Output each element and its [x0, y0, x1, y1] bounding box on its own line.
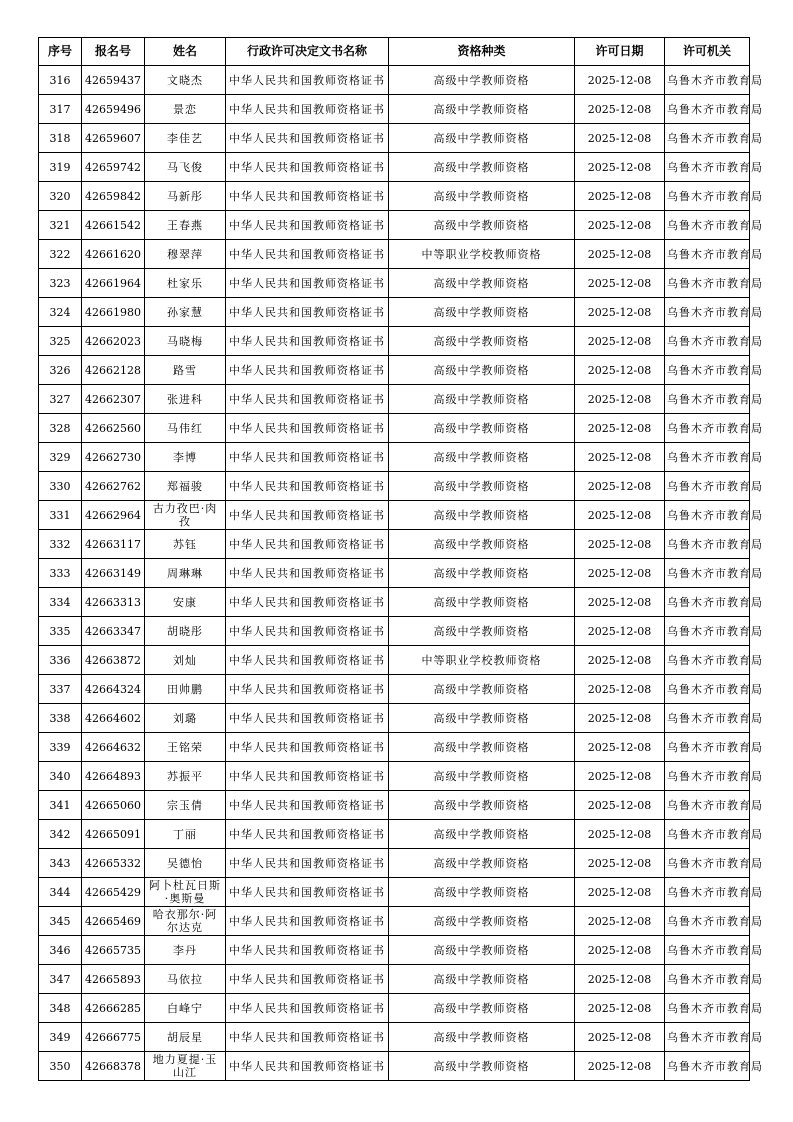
cell-reg-no: 42665469: [82, 907, 145, 936]
cell-name: 马伟红: [145, 414, 226, 443]
table-row: [39, 211, 750, 240]
cell-date: 2025-12-08: [575, 1052, 665, 1081]
cell-seq: 328: [39, 414, 82, 443]
cell-doc-title: 中华人民共和国教师资格证书: [226, 762, 389, 791]
cell-name: 阿卜杜瓦日斯·奥斯曼: [145, 878, 226, 907]
cell-qualification: 高级中学教师资格: [389, 472, 575, 501]
cell-date: 2025-12-08: [575, 965, 665, 994]
table-row: [39, 153, 750, 182]
cell-name: 张进科: [145, 385, 226, 414]
cell-seq: 349: [39, 1023, 82, 1052]
cell-reg-no: 42663117: [82, 530, 145, 559]
table-body: [39, 66, 763, 1081]
cell-qualification: 高级中学教师资格: [389, 124, 575, 153]
cell-name: 胡晓彤: [145, 617, 226, 646]
cell-date: 2025-12-08: [575, 588, 665, 617]
cell-date: 2025-12-08: [575, 269, 665, 298]
cell-authority: 乌鲁木齐市教育局: [665, 95, 750, 124]
table-row: [39, 907, 750, 936]
cell-date: 2025-12-08: [575, 501, 665, 530]
cell-seq: 347: [39, 965, 82, 994]
cell-qualification: 高级中学教师资格: [389, 1052, 575, 1081]
cell-date: 2025-12-08: [575, 240, 665, 269]
table-row: [39, 414, 750, 443]
cell-doc-title: 中华人民共和国教师资格证书: [226, 1023, 389, 1052]
cell-reg-no: 42662730: [82, 443, 145, 472]
cell-name: 地力夏提·玉山江: [145, 1052, 226, 1081]
cell-seq: 330: [39, 472, 82, 501]
cell-reg-no: 42661980: [82, 298, 145, 327]
cell-seq: 327: [39, 385, 82, 414]
cell-seq: 340: [39, 762, 82, 791]
table-row: [39, 327, 750, 356]
cell-name: 穆翠萍: [145, 240, 226, 269]
cell-date: 2025-12-08: [575, 762, 665, 791]
cell-doc-title: 中华人民共和国教师资格证书: [226, 965, 389, 994]
table-row: [39, 443, 750, 472]
table-row: [39, 617, 750, 646]
cell-seq: 317: [39, 95, 82, 124]
cell-seq: 342: [39, 820, 82, 849]
cell-name: 刘璐: [145, 704, 226, 733]
cell-reg-no: 42662307: [82, 385, 145, 414]
cell-authority: 乌鲁木齐市教育局: [665, 414, 750, 443]
cell-seq: 331: [39, 501, 82, 530]
cell-seq: 318: [39, 124, 82, 153]
cell-doc-title: 中华人民共和国教师资格证书: [226, 559, 389, 588]
cell-seq: 325: [39, 327, 82, 356]
cell-doc-title: 中华人民共和国教师资格证书: [226, 820, 389, 849]
table-row: [39, 588, 750, 617]
cell-qualification: 高级中学教师资格: [389, 965, 575, 994]
cell-reg-no: 42663872: [82, 646, 145, 675]
cell-reg-no: 42661620: [82, 240, 145, 269]
header-row: [39, 38, 750, 66]
cell-qualification: 高级中学教师资格: [389, 878, 575, 907]
cell-qualification: 高级中学教师资格: [389, 617, 575, 646]
cell-qualification: 高级中学教师资格: [389, 530, 575, 559]
cell-name: 马飞俊: [145, 153, 226, 182]
cell-reg-no: 42661542: [82, 211, 145, 240]
cell-reg-no: 42661964: [82, 269, 145, 298]
cell-doc-title: 中华人民共和国教师资格证书: [226, 211, 389, 240]
cell-qualification: 高级中学教师资格: [389, 675, 575, 704]
table-row: [39, 704, 750, 733]
cell-seq: 345: [39, 907, 82, 936]
cell-name: 刘灿: [145, 646, 226, 675]
cell-date: 2025-12-08: [575, 211, 665, 240]
cell-date: 2025-12-08: [575, 385, 665, 414]
cell-reg-no: 42666775: [82, 1023, 145, 1052]
cell-name: 田帅鹏: [145, 675, 226, 704]
cell-reg-no: 42665060: [82, 791, 145, 820]
cell-reg-no: 42665332: [82, 849, 145, 878]
cell-seq: 341: [39, 791, 82, 820]
cell-seq: 344: [39, 878, 82, 907]
cell-reg-no: 42659496: [82, 95, 145, 124]
cell-name: 吴德怡: [145, 849, 226, 878]
table-row: [39, 559, 750, 588]
table-row: [39, 675, 750, 704]
cell-doc-title: 中华人民共和国教师资格证书: [226, 791, 389, 820]
cell-reg-no: 42659742: [82, 153, 145, 182]
cell-qualification: 高级中学教师资格: [389, 704, 575, 733]
table-row: [39, 182, 750, 211]
cell-date: 2025-12-08: [575, 791, 665, 820]
cell-name: 苏振平: [145, 762, 226, 791]
cell-doc-title: 中华人民共和国教师资格证书: [226, 878, 389, 907]
cell-doc-title: 中华人民共和国教师资格证书: [226, 588, 389, 617]
table-row: [39, 878, 750, 907]
cell-name: 李丹: [145, 936, 226, 965]
cell-reg-no: 42663313: [82, 588, 145, 617]
cell-doc-title: 中华人民共和国教师资格证书: [226, 907, 389, 936]
cell-qualification: 高级中学教师资格: [389, 298, 575, 327]
table-row: [39, 1052, 750, 1081]
cell-date: 2025-12-08: [575, 124, 665, 153]
cell-qualification: 高级中学教师资格: [389, 994, 575, 1023]
cell-authority: 乌鲁木齐市教育局: [665, 994, 750, 1023]
cell-doc-title: 中华人民共和国教师资格证书: [226, 414, 389, 443]
table-header: [39, 38, 750, 66]
cell-reg-no: 42664893: [82, 762, 145, 791]
cell-name: 马依拉: [145, 965, 226, 994]
cell-name: 王春燕: [145, 211, 226, 240]
cell-seq: 332: [39, 530, 82, 559]
cell-name: 丁丽: [145, 820, 226, 849]
cell-date: 2025-12-08: [575, 414, 665, 443]
table-row: [39, 240, 750, 269]
table-row: [39, 472, 750, 501]
cell-reg-no: 42663149: [82, 559, 145, 588]
cell-qualification: 高级中学教师资格: [389, 849, 575, 878]
cell-qualification: 高级中学教师资格: [389, 733, 575, 762]
cell-reg-no: 42659437: [82, 66, 145, 95]
cell-doc-title: 中华人民共和国教师资格证书: [226, 385, 389, 414]
table-row: [39, 298, 750, 327]
cell-doc-title: 中华人民共和国教师资格证书: [226, 646, 389, 675]
cell-name: 李博: [145, 443, 226, 472]
cell-seq: 338: [39, 704, 82, 733]
cell-name: 马新彤: [145, 182, 226, 211]
cell-doc-title: 中华人民共和国教师资格证书: [226, 269, 389, 298]
cell-qualification: 高级中学教师资格: [389, 211, 575, 240]
cell-seq: 324: [39, 298, 82, 327]
cell-authority: 乌鲁木齐市教育局: [665, 849, 750, 878]
cell-name: 周琳琳: [145, 559, 226, 588]
cell-authority: 乌鲁木齐市教育局: [665, 327, 750, 356]
header-doc-title: 行政许可决定文书名称: [226, 38, 389, 66]
cell-doc-title: 中华人民共和国教师资格证书: [226, 356, 389, 385]
table-row: [39, 646, 750, 675]
cell-seq: 326: [39, 356, 82, 385]
cell-authority: 乌鲁木齐市教育局: [665, 385, 750, 414]
cell-reg-no: 42662128: [82, 356, 145, 385]
cell-reg-no: 42666285: [82, 994, 145, 1023]
cell-authority: 乌鲁木齐市教育局: [665, 965, 750, 994]
cell-doc-title: 中华人民共和国教师资格证书: [226, 153, 389, 182]
cell-authority: 乌鲁木齐市教育局: [665, 298, 750, 327]
cell-authority: 乌鲁木齐市教育局: [665, 501, 750, 530]
cell-name: 路雪: [145, 356, 226, 385]
cell-seq: 339: [39, 733, 82, 762]
cell-qualification: 高级中学教师资格: [389, 907, 575, 936]
cell-qualification: 高级中学教师资格: [389, 66, 575, 95]
cell-seq: 335: [39, 617, 82, 646]
table-row: [39, 965, 750, 994]
cell-name: 文晓杰: [145, 66, 226, 95]
table-row: [39, 936, 750, 965]
cell-authority: 乌鲁木齐市教育局: [665, 588, 750, 617]
header-reg-no: 报名号: [82, 38, 145, 66]
cell-qualification: 高级中学教师资格: [389, 820, 575, 849]
cell-authority: 乌鲁木齐市教育局: [665, 153, 750, 182]
cell-name: 苏钰: [145, 530, 226, 559]
cell-seq: 336: [39, 646, 82, 675]
header-seq: 序号: [39, 38, 82, 66]
cell-name: 郑福骏: [145, 472, 226, 501]
cell-date: 2025-12-08: [575, 153, 665, 182]
cell-seq: 321: [39, 211, 82, 240]
cell-doc-title: 中华人民共和国教师资格证书: [226, 124, 389, 153]
cell-date: 2025-12-08: [575, 298, 665, 327]
cell-qualification: 高级中学教师资格: [389, 182, 575, 211]
cell-name: 白峰宁: [145, 994, 226, 1023]
cell-date: 2025-12-08: [575, 704, 665, 733]
cell-doc-title: 中华人民共和国教师资格证书: [226, 530, 389, 559]
cell-name: 马晓梅: [145, 327, 226, 356]
cell-seq: 319: [39, 153, 82, 182]
table-row: [39, 124, 750, 153]
cell-doc-title: 中华人民共和国教师资格证书: [226, 95, 389, 124]
cell-reg-no: 42665735: [82, 936, 145, 965]
cell-reg-no: 42659842: [82, 182, 145, 211]
table-row: [39, 95, 750, 124]
cell-authority: 乌鲁木齐市教育局: [665, 1023, 750, 1052]
table-row: [39, 820, 750, 849]
cell-doc-title: 中华人民共和国教师资格证书: [226, 327, 389, 356]
cell-date: 2025-12-08: [575, 356, 665, 385]
cell-qualification: 高级中学教师资格: [389, 791, 575, 820]
cell-date: 2025-12-08: [575, 182, 665, 211]
cell-date: 2025-12-08: [575, 66, 665, 95]
cell-doc-title: 中华人民共和国教师资格证书: [226, 704, 389, 733]
cell-reg-no: 42664632: [82, 733, 145, 762]
table-row: [39, 791, 750, 820]
cell-date: 2025-12-08: [575, 646, 665, 675]
cell-reg-no: 42662560: [82, 414, 145, 443]
header-date: 许可日期: [575, 38, 665, 66]
table-row: [39, 1023, 750, 1052]
cell-qualification: 中等职业学校教师资格: [389, 646, 575, 675]
cell-seq: 316: [39, 66, 82, 95]
cell-seq: 329: [39, 443, 82, 472]
cell-seq: 348: [39, 994, 82, 1023]
cell-reg-no: 42662964: [82, 501, 145, 530]
cell-date: 2025-12-08: [575, 559, 665, 588]
cell-date: 2025-12-08: [575, 472, 665, 501]
cell-qualification: 高级中学教师资格: [389, 762, 575, 791]
cell-doc-title: 中华人民共和国教师资格证书: [226, 298, 389, 327]
cell-qualification: 高级中学教师资格: [389, 501, 575, 530]
cell-authority: 乌鲁木齐市教育局: [665, 1052, 750, 1081]
cell-doc-title: 中华人民共和国教师资格证书: [226, 66, 389, 95]
cell-qualification: 高级中学教师资格: [389, 443, 575, 472]
cell-doc-title: 中华人民共和国教师资格证书: [226, 675, 389, 704]
cell-qualification: 高级中学教师资格: [389, 327, 575, 356]
cell-name: 宗玉倩: [145, 791, 226, 820]
table-row: [39, 530, 750, 559]
cell-doc-title: 中华人民共和国教师资格证书: [226, 1052, 389, 1081]
cell-doc-title: 中华人民共和国教师资格证书: [226, 617, 389, 646]
cell-qualification: 中等职业学校教师资格: [389, 240, 575, 269]
cell-authority: 乌鲁木齐市教育局: [665, 704, 750, 733]
cell-authority: 乌鲁木齐市教育局: [665, 443, 750, 472]
cell-qualification: 高级中学教师资格: [389, 1023, 575, 1052]
cell-reg-no: 42663347: [82, 617, 145, 646]
cell-doc-title: 中华人民共和国教师资格证书: [226, 443, 389, 472]
cell-date: 2025-12-08: [575, 733, 665, 762]
cell-date: 2025-12-08: [575, 617, 665, 646]
cell-qualification: 高级中学教师资格: [389, 588, 575, 617]
cell-date: 2025-12-08: [575, 994, 665, 1023]
cell-name: 王铭荣: [145, 733, 226, 762]
cell-seq: 350: [39, 1052, 82, 1081]
cell-date: 2025-12-08: [575, 443, 665, 472]
table-row: [39, 66, 750, 95]
cell-name: 孙家慧: [145, 298, 226, 327]
cell-reg-no: 42664324: [82, 675, 145, 704]
cell-doc-title: 中华人民共和国教师资格证书: [226, 936, 389, 965]
cell-reg-no: 42659607: [82, 124, 145, 153]
cell-date: 2025-12-08: [575, 820, 665, 849]
table-row: [39, 385, 750, 414]
license-table: [38, 37, 763, 1081]
cell-seq: 343: [39, 849, 82, 878]
table-row: [39, 762, 750, 791]
cell-authority: 乌鲁木齐市教育局: [665, 182, 750, 211]
cell-qualification: 高级中学教师资格: [389, 153, 575, 182]
cell-seq: 334: [39, 588, 82, 617]
cell-seq: 333: [39, 559, 82, 588]
cell-qualification: 高级中学教师资格: [389, 356, 575, 385]
cell-date: 2025-12-08: [575, 878, 665, 907]
cell-authority: 乌鲁木齐市教育局: [665, 240, 750, 269]
cell-name: 景恋: [145, 95, 226, 124]
table-row: [39, 356, 750, 385]
cell-date: 2025-12-08: [575, 327, 665, 356]
cell-date: 2025-12-08: [575, 95, 665, 124]
header-name: 姓名: [145, 38, 226, 66]
cell-name: 古力孜巴·肉孜: [145, 501, 226, 530]
cell-authority: 乌鲁木齐市教育局: [665, 211, 750, 240]
cell-date: 2025-12-08: [575, 849, 665, 878]
cell-qualification: 高级中学教师资格: [389, 385, 575, 414]
cell-authority: 乌鲁木齐市教育局: [665, 530, 750, 559]
cell-date: 2025-12-08: [575, 1023, 665, 1052]
cell-seq: 320: [39, 182, 82, 211]
cell-doc-title: 中华人民共和国教师资格证书: [226, 501, 389, 530]
cell-authority: 乌鲁木齐市教育局: [665, 617, 750, 646]
cell-doc-title: 中华人民共和国教师资格证书: [226, 240, 389, 269]
cell-authority: 乌鲁木齐市教育局: [665, 762, 750, 791]
cell-date: 2025-12-08: [575, 530, 665, 559]
cell-authority: 乌鲁木齐市教育局: [665, 907, 750, 936]
table-row: [39, 849, 750, 878]
cell-name: 杜家乐: [145, 269, 226, 298]
cell-qualification: 高级中学教师资格: [389, 414, 575, 443]
cell-seq: 337: [39, 675, 82, 704]
header-authority: 许可机关: [665, 38, 750, 66]
cell-authority: 乌鲁木齐市教育局: [665, 820, 750, 849]
cell-name: 胡辰星: [145, 1023, 226, 1052]
cell-qualification: 高级中学教师资格: [389, 559, 575, 588]
cell-reg-no: 42662762: [82, 472, 145, 501]
cell-date: 2025-12-08: [575, 936, 665, 965]
cell-reg-no: 42662023: [82, 327, 145, 356]
cell-date: 2025-12-08: [575, 907, 665, 936]
table-row: [39, 269, 750, 298]
table-row: [39, 501, 750, 530]
cell-reg-no: 42665091: [82, 820, 145, 849]
cell-doc-title: 中华人民共和国教师资格证书: [226, 994, 389, 1023]
cell-authority: 乌鲁木齐市教育局: [665, 646, 750, 675]
cell-reg-no: 42665893: [82, 965, 145, 994]
cell-date: 2025-12-08: [575, 675, 665, 704]
table-row: [39, 994, 750, 1023]
cell-qualification: 高级中学教师资格: [389, 269, 575, 298]
cell-name: 哈衣那尔·阿尔达克: [145, 907, 226, 936]
cell-authority: 乌鲁木齐市教育局: [665, 936, 750, 965]
header-qualification: 资格种类: [389, 38, 575, 66]
cell-seq: 346: [39, 936, 82, 965]
cell-qualification: 高级中学教师资格: [389, 95, 575, 124]
cell-reg-no: 42665429: [82, 878, 145, 907]
cell-seq: 322: [39, 240, 82, 269]
table-row: [39, 733, 750, 762]
cell-authority: 乌鲁木齐市教育局: [665, 269, 750, 298]
cell-name: 李佳艺: [145, 124, 226, 153]
cell-name: 安康: [145, 588, 226, 617]
cell-qualification: 高级中学教师资格: [389, 936, 575, 965]
cell-authority: 乌鲁木齐市教育局: [665, 472, 750, 501]
cell-authority: 乌鲁木齐市教育局: [665, 675, 750, 704]
cell-doc-title: 中华人民共和国教师资格证书: [226, 472, 389, 501]
cell-reg-no: 42664602: [82, 704, 145, 733]
cell-authority: 乌鲁木齐市教育局: [665, 791, 750, 820]
cell-authority: 乌鲁木齐市教育局: [665, 878, 750, 907]
cell-authority: 乌鲁木齐市教育局: [665, 356, 750, 385]
cell-authority: 乌鲁木齐市教育局: [665, 733, 750, 762]
cell-authority: 乌鲁木齐市教育局: [665, 66, 750, 95]
cell-authority: 乌鲁木齐市教育局: [665, 124, 750, 153]
cell-doc-title: 中华人民共和国教师资格证书: [226, 849, 389, 878]
cell-authority: 乌鲁木齐市教育局: [665, 559, 750, 588]
cell-doc-title: 中华人民共和国教师资格证书: [226, 182, 389, 211]
cell-doc-title: 中华人民共和国教师资格证书: [226, 733, 389, 762]
cell-reg-no: 42668378: [82, 1052, 145, 1081]
cell-seq: 323: [39, 269, 82, 298]
